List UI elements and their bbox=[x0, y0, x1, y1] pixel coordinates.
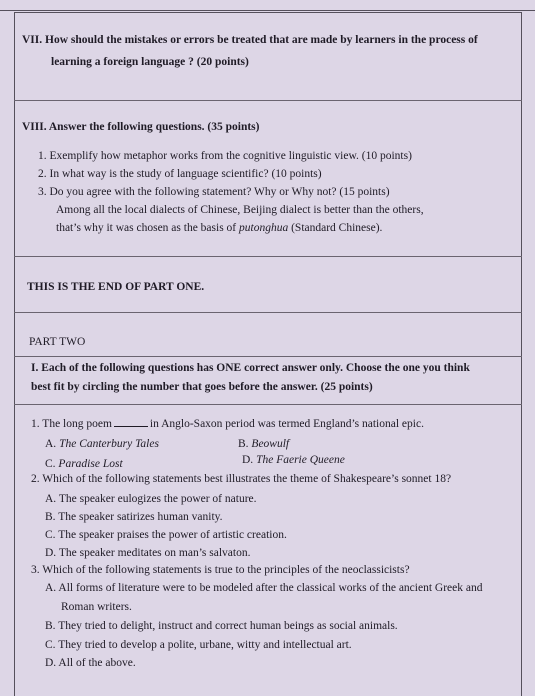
part-two-instructions-line-2: best fit by circling the number that goes before the answer. (25 points) bbox=[31, 381, 373, 393]
mcq2-option-c: C. The speaker praises the power of artistic creation. bbox=[45, 529, 287, 541]
mcq1-stem: 1. The long poem in Anglo-Saxon period was termed England’s national epic. bbox=[31, 418, 424, 430]
mcq2-stem: 2. Which of the following statements best illustrates the theme of Shakespeare’s sonnet 18? bbox=[31, 473, 452, 485]
q7-line-1: VII. How should the mistakes or errors be treated that are made by learners in the process of bbox=[22, 34, 478, 46]
end-of-part-one: THIS IS THE END OF PART ONE. bbox=[27, 281, 205, 293]
divider bbox=[14, 404, 522, 405]
q8-item-1: 1. Exemplify how metaphor works from the cognitive linguistic view. (10 points) bbox=[38, 150, 412, 162]
part-two-heading: PART TWO bbox=[29, 336, 86, 348]
top-border-line bbox=[0, 10, 535, 11]
answer-blank bbox=[114, 416, 148, 427]
mcq3-stem: 3. Which of the following statements is true to the principles of the neoclassicists? bbox=[31, 564, 410, 576]
mcq1-option-a: A. The Canterbury Tales bbox=[45, 438, 159, 450]
mcq2-option-d: D. The speaker meditates on man’s salvaton. bbox=[45, 547, 251, 559]
putonghua-term: putonghua bbox=[239, 222, 289, 234]
part-two-instructions-line-1: I. Each of the following questions has ONE correct answer only. Choose the one you think bbox=[31, 362, 470, 374]
divider bbox=[14, 256, 522, 257]
q8-heading: VIII. Answer the following questions. (35 points) bbox=[22, 121, 260, 133]
q8-item-2: 2. In what way is the study of language scientific? (10 points) bbox=[38, 168, 322, 180]
q8-quote-line-2: that’s why it was chosen as the basis of putonghua (Standard Chinese). bbox=[56, 222, 383, 234]
mcq2-option-b: B. The speaker satirizes human vanity. bbox=[45, 511, 223, 523]
mcq1-option-b: B. Beowulf bbox=[238, 438, 290, 450]
q8-item-3: 3. Do you agree with the following statement? Why or Why not? (15 points) bbox=[38, 186, 390, 198]
mcq1-option-c: C. Paradise Lost bbox=[45, 458, 123, 470]
mcq3-option-b: B. They tried to delight, instruct and correct human beings as social animals. bbox=[45, 620, 398, 632]
mcq3-option-c: C. They tried to develop a polite, urbane, witty and intellectual art. bbox=[45, 639, 352, 651]
mcq3-option-d: D. All of the above. bbox=[45, 657, 136, 669]
divider bbox=[14, 100, 522, 101]
divider bbox=[14, 312, 522, 313]
q8-quote-line-1: Among all the local dialects of Chinese, Beijing dialect is better than the others, bbox=[56, 204, 424, 216]
mcq3-option-a-continued: Roman writers. bbox=[61, 601, 132, 613]
mcq2-option-a: A. The speaker eulogizes the power of nature. bbox=[45, 493, 257, 505]
mcq1-option-d: D. The Faerie Queene bbox=[242, 454, 345, 466]
mcq3-option-a: A. All forms of literature were to be modeled after the classical works of the ancient Greek and bbox=[45, 582, 483, 594]
q7-line-2: learning a foreign language ? (20 points) bbox=[51, 56, 249, 68]
divider bbox=[14, 356, 522, 357]
